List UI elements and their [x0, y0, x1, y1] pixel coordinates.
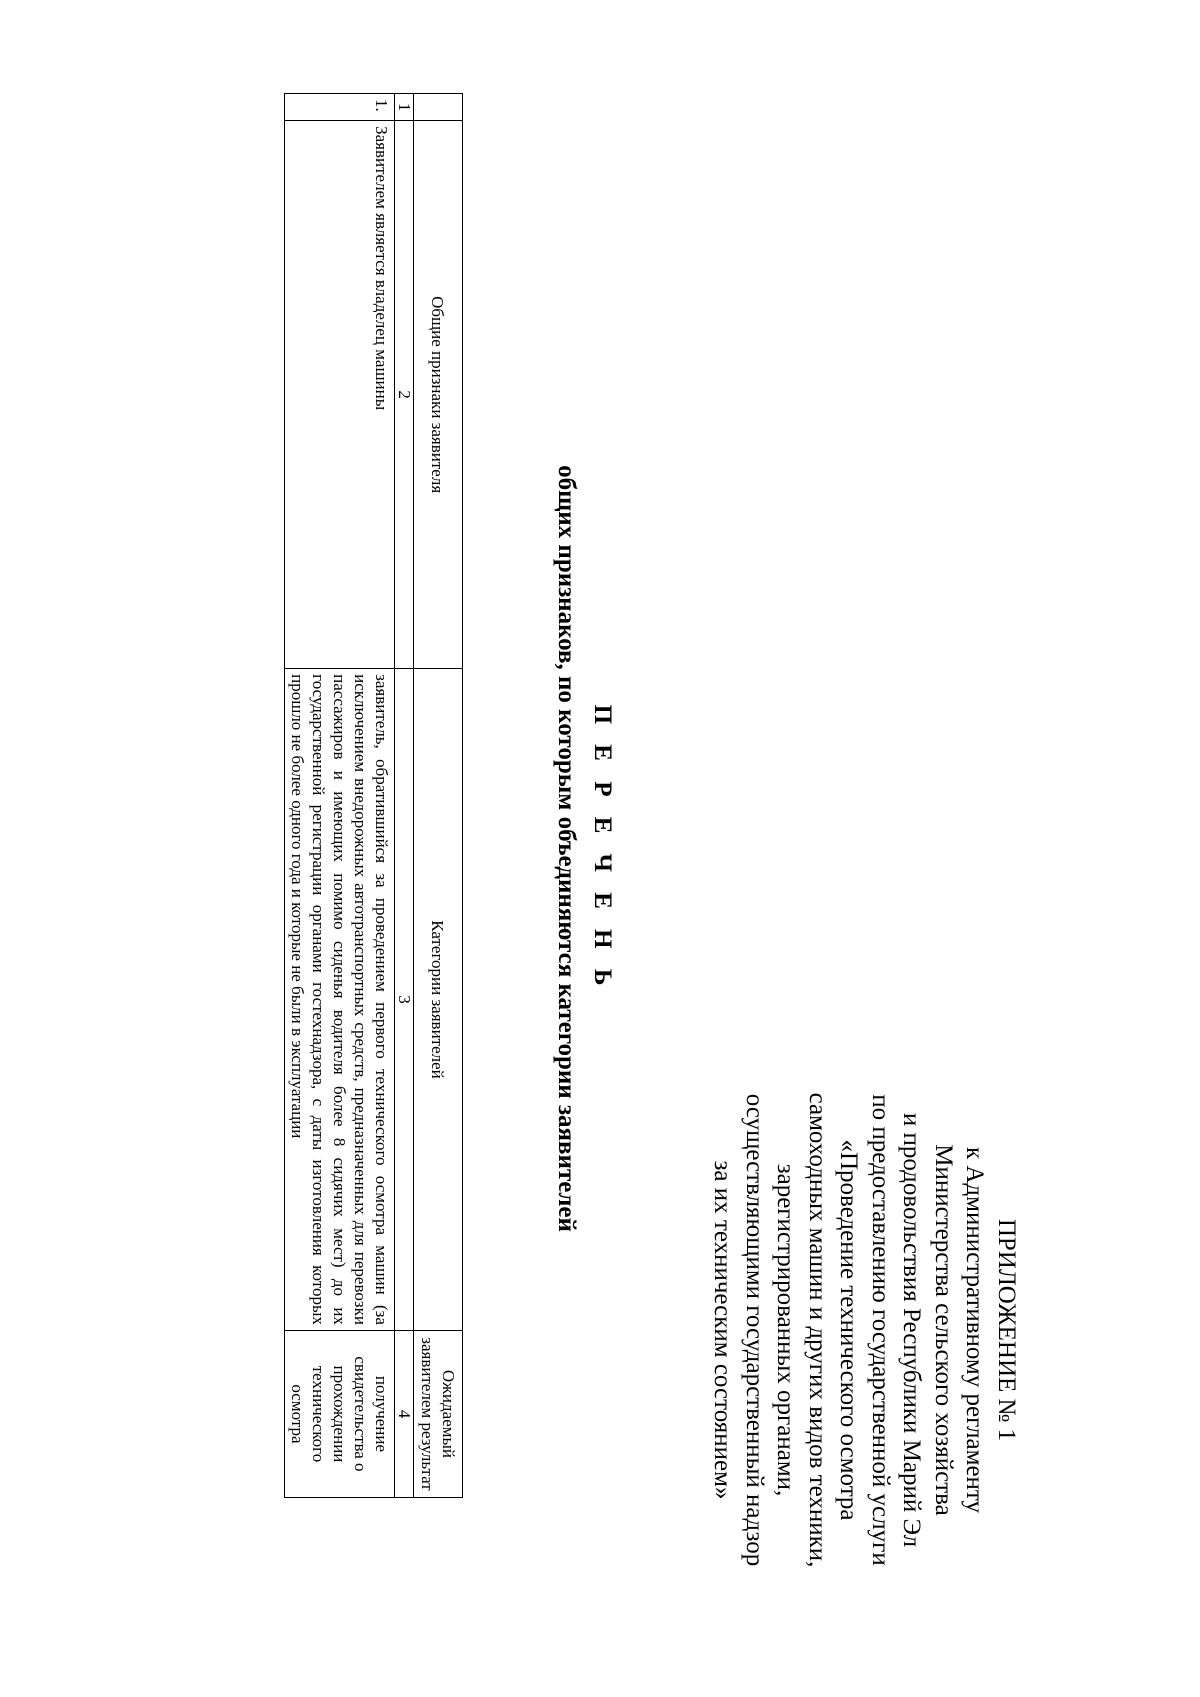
- appendix-line: по предоставлению государственной услуги: [867, 1094, 894, 1566]
- appendix-line: и продовольствия Республики Марий Эл: [898, 1112, 926, 1548]
- column-number: 1: [395, 94, 414, 121]
- appendix-line: к Административному регламенту: [961, 1146, 989, 1514]
- column-number: 4: [395, 1330, 414, 1497]
- header-cell-features: Общие признаки заявителя: [414, 121, 463, 669]
- appendix-line: самоходных машин и других видов техники,: [804, 1092, 831, 1568]
- appendix-line: Министерства сельского хозяйства: [930, 1144, 957, 1516]
- header-cell-result: Ожидаемый заявителем результат: [414, 1330, 463, 1497]
- table-header-row: [414, 94, 463, 1498]
- column-numbers-row: [395, 94, 414, 1498]
- header-cell-categories: Категории заявителей: [414, 669, 463, 1331]
- table-row: [285, 94, 395, 1498]
- column-number: 3: [395, 669, 414, 1331]
- appendix-line: за их техническим состоянием»: [709, 1160, 737, 1500]
- appendix-header: [707, 1020, 1022, 1640]
- row-category: заявитель, обратившийся за проведением первого технического осмотра машин (за исключением внедорожных автотранспортных средств, предназначенных для перевозки пассажиров и имеющих помимо сиденья водителя более 8 сидячих мест) до их государственной регистрации органами гостехнадзора, с даты изготовления которых прошло не более одного года и которые не были в эксплуатации: [285, 669, 395, 1331]
- row-feature: Заявителем является владелец машины: [285, 121, 395, 669]
- row-result: получение свидетельства о прохождении технического осмотра: [285, 1330, 395, 1497]
- appendix-line: ПРИЛОЖЕНИЕ № 1: [993, 1218, 1020, 1442]
- column-number: 2: [395, 121, 414, 669]
- title-main: П Е Р Е Ч Е Н Ь: [589, 704, 616, 993]
- appendix-line: осуществляющими государственный надзор: [741, 1093, 768, 1567]
- appendix-line: «Проведение технического осмотра: [835, 1139, 863, 1521]
- header-cell-number: [414, 94, 463, 121]
- row-number: 1.: [285, 94, 395, 121]
- appendix-line: зарегистрированных органами,: [772, 1163, 800, 1497]
- title-subtitle: общих признаков, по которым объединяются категории заявителей: [553, 465, 580, 1232]
- document-title: [548, 0, 620, 1697]
- categories-table: [284, 93, 463, 1498]
